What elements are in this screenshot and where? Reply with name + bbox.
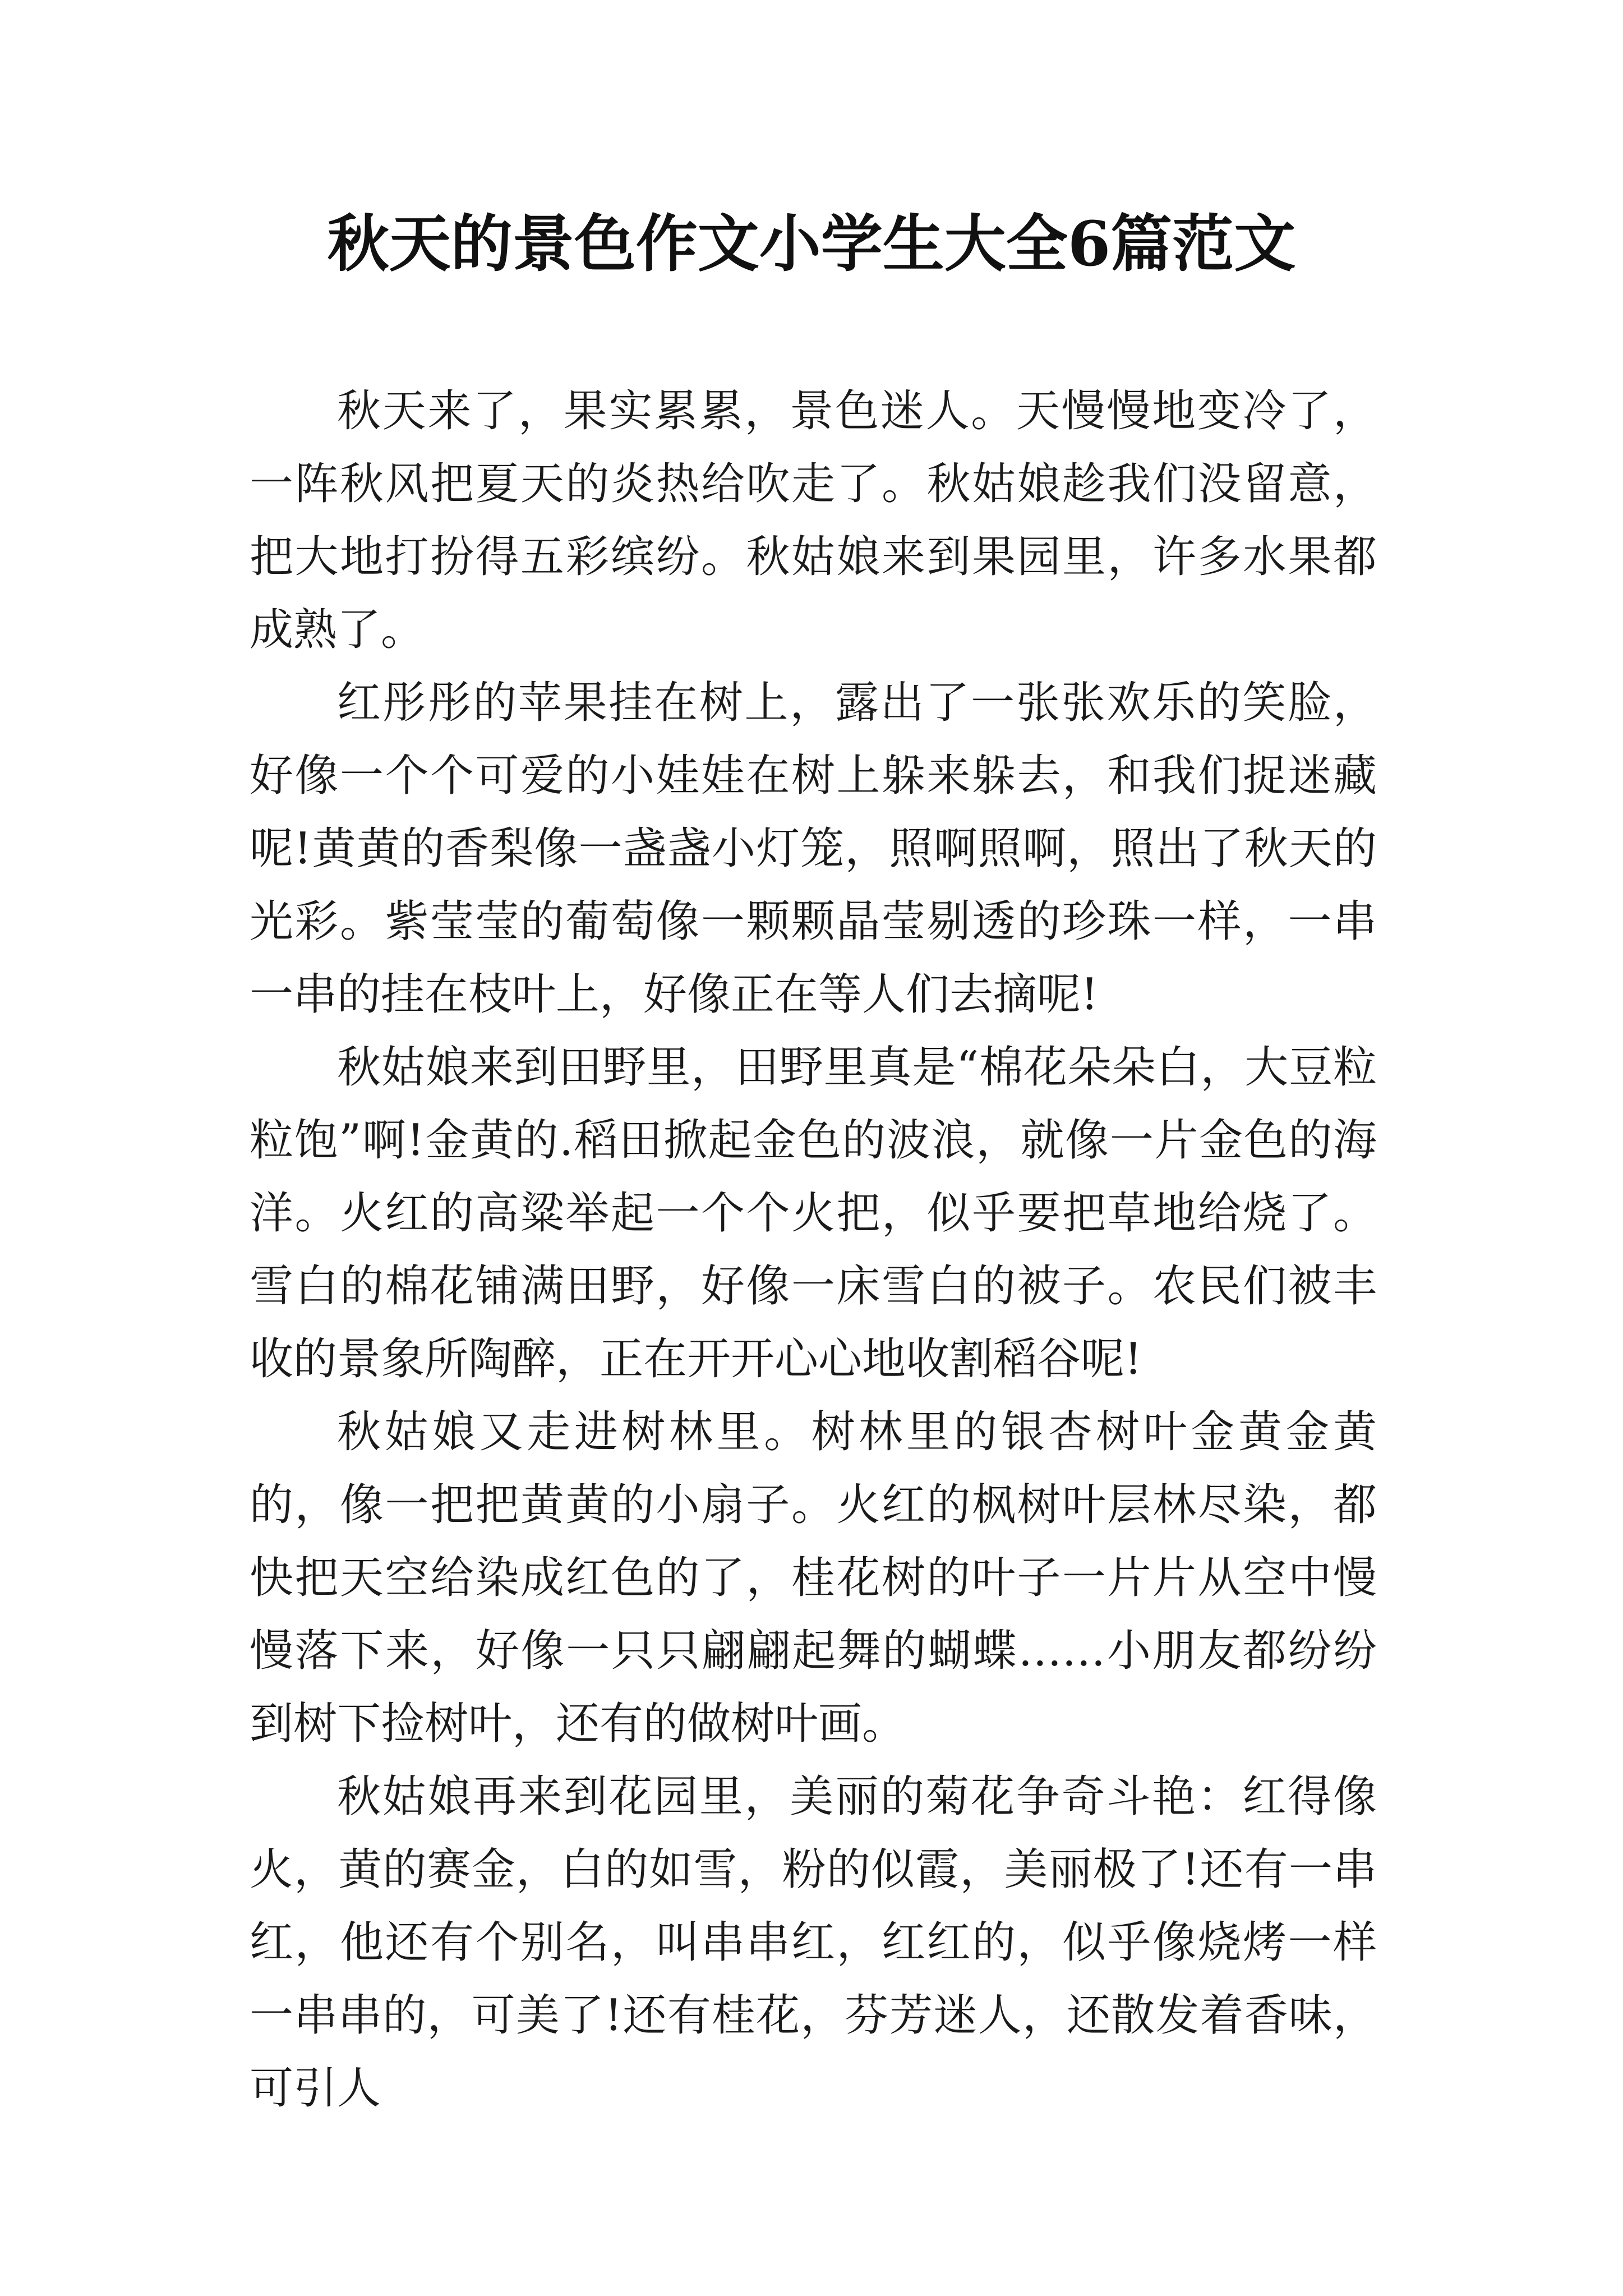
- paragraph: 秋天来了，果实累累，景色迷人。天慢慢地变冷了，一阵秋风把夏天的炎热给吹走了。秋姑娘趁我们没留意，把大地打扮得五彩缤纷。秋姑娘来到果园里，许多水果都成熟了。: [250, 386, 1377, 655]
- paragraph: 秋姑娘又走进树林里。树林里的银杏树叶金黄金黄的，像一把把黄黄的小扇子。火红的枫树叶层林尽染，都快把天空给染成红色的了，桂花树的叶子一片片从空中慢慢落下来，好像一只只翩翩起舞的蝴蝶……小朋友都纷纷到树下捡树叶，还有的做树叶画。: [250, 1407, 1377, 1749]
- paragraph: 秋姑娘再来到花园里，美丽的菊花争奇斗艳：红得像火，黄的赛金，白的如雪，粉的似霞，美丽极了!还有一串红，他还有个别名，叫串串红，红红的，似乎像烧烤一样一串串的，可美了!还有桂花，芬芳迷人，还散发着香味，可引人: [250, 1772, 1377, 2114]
- document-title: 秋天的景色作文小学生大全6篇范文: [327, 208, 1296, 280]
- paragraph: 红彤彤的苹果挂在树上，露出了一张张欢乐的笑脸，好像一个个可爱的小娃娃在树上躲来躲去，和我们捉迷藏呢!黄黄的香梨像一盏盏小灯笼，照啊照啊，照出了秋天的光彩。紫莹莹的葡萄像一颗颗晶莹剔透的珍珠一样，一串一串的挂在枝叶上，好像正在等人们去摘呢!: [250, 678, 1377, 1020]
- paragraph: 秋姑娘来到田野里，田野里真是“棉花朵朵白，大豆粒粒饱”啊!金黄的.稻田掀起金色的波浪，就像一片金色的海洋。火红的高粱举起一个个火把，似乎要把草地给烧了。雪白的棉花铺满田野，好像一床雪白的被子。农民们被丰收的景象所陶醉，正在开开心心地收割稻谷呢!: [250, 1042, 1377, 1384]
- document-body: [250, 375, 1377, 2125]
